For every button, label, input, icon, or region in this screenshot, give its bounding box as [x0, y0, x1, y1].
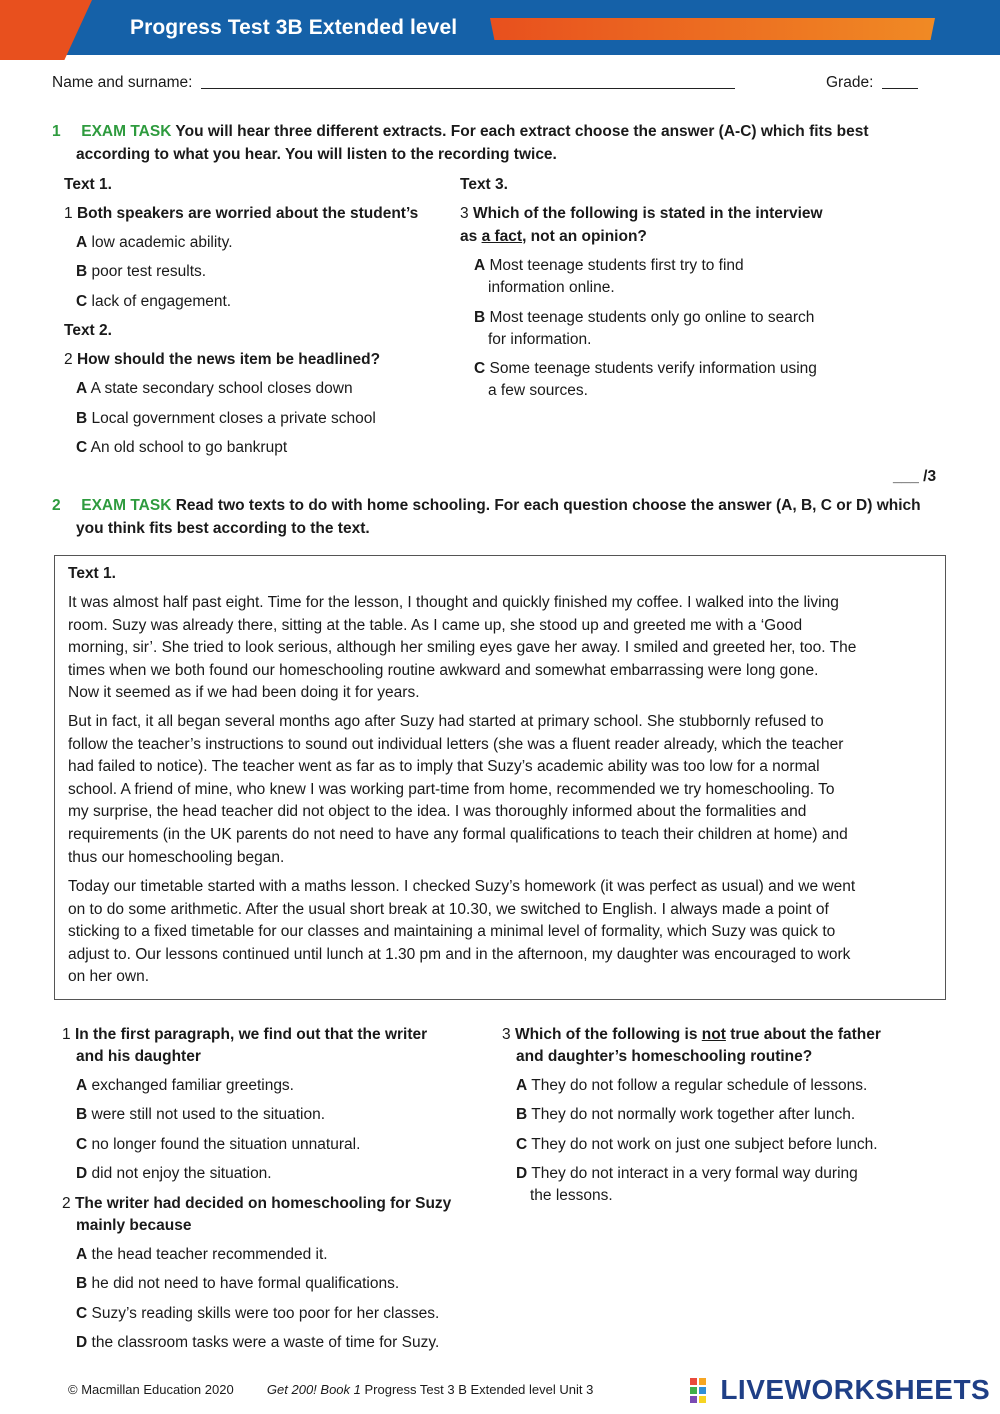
t2-q1-stem-line1: In the first paragraph, we find out that the writer	[74, 1026, 428, 1043]
option-letter: C	[76, 293, 88, 310]
task2-tag: EXAM TASK	[81, 497, 172, 514]
footer-copyright: © Macmillan Education 2020	[68, 1382, 234, 1397]
option-text: lack of engagement.	[91, 293, 232, 310]
footer-book: Get 200! Book 1	[266, 1382, 361, 1397]
reading-text-title: Text 1.	[68, 565, 116, 582]
footer	[68, 1382, 593, 1397]
q3-option-b[interactable]	[474, 307, 814, 351]
option-letter: C	[516, 1136, 528, 1153]
option-letter: B	[474, 309, 486, 326]
q1-option-b[interactable]	[76, 261, 206, 283]
option-letter: A	[76, 234, 88, 251]
task1-number: 1	[52, 123, 61, 140]
option-letter: A	[76, 1077, 88, 1094]
paragraph-line: on to do some arithmetic. After the usual short break at 10.30, we switched to English. I always made a point of	[68, 900, 829, 918]
footer-rest: Progress Test 3 B Extended level Unit 3	[364, 1382, 594, 1397]
option-letter: A	[76, 380, 88, 397]
task1-instruction-line1: You will hear three different extracts. For each extract choose the answer (A-C) which fits best	[175, 123, 869, 140]
q3-stem	[460, 203, 823, 225]
option-text: Some teenage students verify information using	[489, 360, 817, 377]
option-text: no longer found the situation unnatural.	[91, 1136, 361, 1153]
q2-stem-text: How should the news item be headlined?	[76, 351, 381, 368]
q3-option-a[interactable]	[474, 255, 744, 299]
option-text: They do not work on just one subject before lunch.	[531, 1136, 878, 1153]
option-text: Local government closes a private school	[91, 410, 376, 427]
option-text: the classroom tasks were a waste of time for Suzy.	[91, 1334, 440, 1351]
name-row	[52, 72, 735, 94]
t2-q2-stem	[62, 1193, 451, 1215]
paragraph-line: adjust to. Our lessons continued until lunch at 1.30 pm and in the afternoon, my daughter was encouraged to work	[68, 945, 851, 963]
option-letter: A	[516, 1077, 528, 1094]
grade-row	[826, 72, 918, 94]
task2-instruction-line2: you think fits best according to the text.	[76, 520, 370, 537]
t2-q1-option-a[interactable]	[76, 1075, 294, 1097]
option-text: did not enjoy the situation.	[91, 1165, 272, 1182]
t2-q1-option-c[interactable]	[76, 1134, 360, 1156]
paragraph-line: sticking to a fixed timetable for our classes and maintaining a minimal level of formality, which Suzy was quick to	[68, 923, 836, 941]
option-text-cont: a few sources.	[488, 382, 588, 399]
t2-q3-option-a[interactable]	[516, 1075, 867, 1097]
task2-instruction	[52, 495, 921, 517]
paragraph-line: thus our homeschooling began.	[68, 848, 285, 866]
paragraph-line: But in fact, it all began several months ago after Suzy had started at primary school. She stubbornly refused to	[68, 713, 824, 730]
option-letter: C	[76, 1305, 88, 1322]
t2-q3-option-d[interactable]	[516, 1163, 858, 1207]
option-text: Suzy’s reading skills were too poor for her classes.	[91, 1305, 440, 1322]
text3-title: Text 3.	[460, 176, 508, 193]
header-stripe	[490, 18, 935, 40]
t2-q3-stem-part: Which of the following is	[514, 1026, 702, 1043]
t2-q3-stem-underlined: not	[701, 1026, 726, 1043]
paragraph-line: on her own.	[68, 968, 149, 986]
option-letter: C	[474, 360, 486, 377]
task1-tag: EXAM TASK	[81, 123, 172, 140]
paragraph-line: It was almost half past eight. Time for the lesson, I thought and quickly finished my coffee. I walked into the living	[68, 594, 839, 611]
q2-option-c[interactable]	[76, 437, 287, 459]
option-text: were still not used to the situation.	[91, 1106, 326, 1123]
option-text: Most teenage students only go online to search	[489, 309, 815, 326]
text2-title: Text 2.	[64, 322, 112, 339]
q3-stem-part: , not an opinion?	[522, 228, 647, 245]
option-letter: D	[516, 1165, 528, 1182]
option-letter: B	[516, 1106, 528, 1123]
paragraph-line: Today our timetable started with a maths lesson. I checked Suzy’s homework (it was perfect as usual) and we went	[68, 878, 856, 895]
q1-option-a[interactable]	[76, 232, 233, 254]
liveworksheets-icon	[690, 1376, 716, 1404]
t2-q3-option-c[interactable]	[516, 1134, 878, 1156]
option-text: he did not need to have formal qualifications.	[91, 1275, 400, 1292]
reading-paragraph-2	[68, 711, 936, 869]
option-letter: D	[76, 1165, 88, 1182]
q1-option-c[interactable]	[76, 291, 231, 313]
name-field[interactable]	[201, 72, 735, 89]
t2-q1-stem	[62, 1024, 427, 1046]
t2-q2-option-c[interactable]	[76, 1303, 439, 1325]
q1-stem	[64, 203, 418, 225]
q3-stem-underlined: a fact	[481, 228, 523, 245]
option-letter: C	[76, 1136, 88, 1153]
q3-stem-part: as	[460, 228, 482, 245]
t2-q1-number: 1	[62, 1026, 71, 1043]
paragraph-line: room. Suzy was already there, sitting at the table. As I came up, she stood up and greeted me with a ‘Good	[68, 616, 803, 634]
option-letter: B	[76, 1106, 88, 1123]
t2-q1-stem-line2: and his daughter	[76, 1048, 201, 1065]
option-text: An old school to go bankrupt	[90, 439, 288, 456]
option-letter: D	[76, 1334, 88, 1351]
task2-instruction-line1: Read two texts to do with home schooling. For each question choose the answer (A, B, C or D) which	[175, 497, 921, 514]
liveworksheets-logo[interactable]	[690, 1374, 990, 1406]
option-letter: B	[76, 410, 88, 427]
option-text: poor test results.	[91, 263, 207, 280]
option-text: A state secondary school closes down	[90, 380, 353, 397]
paragraph-line: requirements (in the UK parents do not need to have any formal qualifications to teach their children at home) and	[68, 825, 848, 843]
t2-q3-number: 3	[502, 1026, 511, 1043]
t2-q2-number: 2	[62, 1195, 71, 1212]
grade-field[interactable]	[882, 72, 918, 89]
t2-q3-stem-part: true about the father	[725, 1026, 881, 1043]
option-text: Most teenage students first try to find	[489, 257, 744, 274]
paragraph-line: had failed to notice). The teacher went as far as to imply that Suzy’s academic ability was too low for a normal	[68, 758, 820, 776]
q3-number: 3	[460, 205, 469, 222]
option-text-cont: information online.	[488, 279, 615, 296]
option-letter: C	[76, 439, 88, 456]
option-text: low academic ability.	[91, 234, 233, 251]
q2-option-b[interactable]	[76, 408, 376, 430]
paragraph-line: times when we both found our homeschooling routine awkward and somewhat embarrassing were long gone.	[68, 661, 819, 679]
t2-q3-stem-line2: and daughter’s homeschooling routine?	[516, 1048, 813, 1065]
t2-q2-stem-line2: mainly because	[76, 1217, 192, 1234]
t2-q3-option-b[interactable]	[516, 1104, 855, 1126]
task2-number: 2	[52, 497, 61, 514]
q1-number: 1	[64, 205, 73, 222]
option-text: the head teacher recommended it.	[91, 1246, 328, 1263]
option-letter: A	[474, 257, 486, 274]
q2-stem	[64, 349, 380, 371]
t2-q1-option-b[interactable]	[76, 1104, 325, 1126]
q2-number: 2	[64, 351, 73, 368]
paragraph-line: follow the teacher’s instructions to sound out individual letters (she was a fluent reader already, which the teacher	[68, 735, 844, 753]
liveworksheets-text: LIVEWORKSHEETS	[720, 1374, 991, 1405]
q2-option-a[interactable]	[76, 378, 353, 400]
paragraph-line: school. A friend of mine, who knew I was working part-time from home, recommended we try homeschooling. To	[68, 780, 835, 798]
option-text-cont: the lessons.	[530, 1187, 613, 1204]
q3-option-c[interactable]	[474, 358, 817, 402]
name-label: Name and surname:	[52, 74, 193, 91]
reading-paragraph-1	[68, 592, 936, 705]
option-letter: B	[76, 263, 88, 280]
option-letter: A	[76, 1246, 88, 1263]
option-text-cont: for information.	[488, 331, 592, 348]
q1-stem-text: Both speakers are worried about the student’s	[76, 205, 419, 222]
task1-instruction	[52, 121, 869, 143]
task1-score: ___ /3	[893, 468, 937, 485]
paragraph-line: Now it seemed as if we had been doing it for years.	[68, 684, 420, 702]
option-text: They do not follow a regular schedule of lessons.	[531, 1077, 868, 1094]
text1-title: Text 1.	[64, 176, 112, 193]
paragraph-line: my surprise, the head teacher did not object to the idea. I was thoroughly informed about the formalities and	[68, 803, 807, 821]
t2-q2-stem-line1: The writer had decided on homeschooling for Suzy	[74, 1195, 452, 1212]
q3-stem-line1: Which of the following is stated in the interview	[472, 205, 823, 222]
option-letter: B	[76, 1275, 88, 1292]
t2-q3-stem	[502, 1024, 881, 1046]
t2-q2-option-d[interactable]	[76, 1332, 439, 1354]
task1-instruction-line2: according to what you hear. You will listen to the recording twice.	[76, 146, 557, 163]
page-title: Progress Test 3B Extended level	[130, 16, 458, 39]
option-text: exchanged familiar greetings.	[91, 1077, 294, 1094]
grade-label: Grade:	[826, 74, 874, 91]
t2-q1-option-d[interactable]	[76, 1163, 272, 1185]
t2-q2-option-b[interactable]	[76, 1273, 399, 1295]
q3-stem-line2	[460, 226, 647, 248]
paragraph-line: morning, sir’. She tried to look serious, although her smiling eyes gave her away. I smiled and greeted her, too. The	[68, 639, 857, 657]
reading-paragraph-3	[68, 876, 936, 989]
option-text: They do not interact in a very formal way during	[531, 1165, 858, 1182]
t2-q2-option-a[interactable]	[76, 1244, 328, 1266]
option-text: They do not normally work together after lunch.	[531, 1106, 856, 1123]
